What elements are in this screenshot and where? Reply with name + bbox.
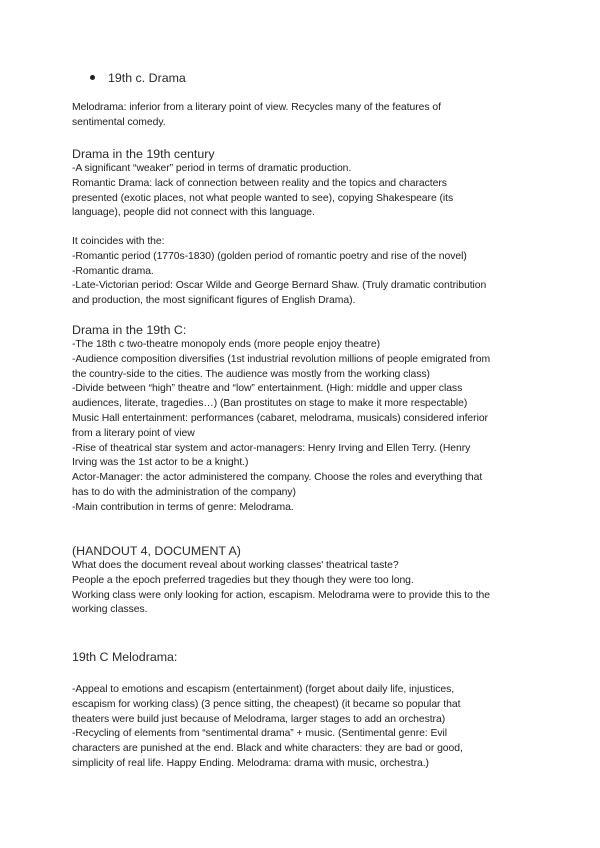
text-line: -Romantic drama. [72, 265, 154, 277]
text-line: from a literary point of view [72, 427, 195, 439]
text-line: Working class were only looking for action, escapism. Melodrama were to provide this to the [72, 589, 491, 601]
text-line: escapism for working class) (3 pence sitting, the cheapest) (it became so popular that [72, 698, 461, 710]
text-line: simplicity of real life. Happy Ending. Melodrama: drama with music, orchestra.) [72, 757, 429, 769]
text-line: characters are punished at the end. Black and white characters: they are bad or good, [72, 743, 463, 755]
text-line: -Divide between “high” theatre and “low” entertainment. (High: middle and upper class [72, 383, 463, 395]
handout-section [72, 544, 542, 618]
section-melodrama [72, 683, 542, 772]
text-line: Melodrama: inferior from a literary point of view. Recycles many of the features of [72, 102, 441, 113]
text-line: Romantic Drama: lack of connection between reality and the topics and characters [72, 177, 447, 189]
section-heading: (HANDOUT 4, DOCUMENT A) [72, 544, 241, 558]
section-heading: 19th C Melodrama: [72, 650, 178, 664]
section-heading: Drama in the 19th C: [72, 323, 187, 337]
text-line: -Audience composition diversifies (1st industrial revolution millions of people emigrated from [72, 353, 491, 365]
text-line: audiences, literate, tragedies…) (Ban prostitutes on stage to make it more respectable) [72, 398, 468, 410]
text-line: theaters were build just because of Melodrama, larger stages to add an orchestra) [72, 713, 446, 725]
text-line: -Romantic period (1770s-1830) (golden period of romantic poetry and rise of the novel) [72, 250, 467, 262]
document-title: 19th c. Drama [108, 71, 186, 85]
section-19th-century [72, 147, 542, 221]
text-line: presented (exotic places, not what people wanted to see), copying Shakespeare (its [72, 192, 454, 204]
coincides-paragraph [72, 235, 542, 309]
section-melodrama-heading-block [72, 650, 542, 665]
text-line: -Rise of theatrical star system and actor-managers: Henry Irving and Ellen Terry. (Henry [72, 442, 471, 454]
text-line: -A significant “weaker” period in terms of dramatic production. [72, 163, 352, 174]
intro-paragraph [72, 101, 542, 131]
text-line: -Late-Victorian period: Oscar Wilde and George Bernard Shaw. (Truly dramatic contribution [72, 280, 487, 292]
text-line: has to do with the administration of the company) [72, 486, 296, 498]
text-line: language), people did not connect with this language. [72, 207, 315, 219]
bullet-dot-icon [90, 75, 95, 80]
text-line: -Appeal to emotions and escapism (entertainment) (forget about daily life, injustices, [72, 684, 455, 695]
text-line: Music Hall entertainment: performances (cabaret, melodrama, musicals) considered inferior [72, 412, 488, 424]
text-line: -The 18th c two-theatre monopoly ends (more people enjoy theatre) [72, 339, 381, 350]
section-19th-c [72, 323, 542, 516]
text-line: Irving was the 1st actor to be a knight.) [72, 457, 249, 469]
text-line: and production, the most significant figures of English Drama). [72, 295, 356, 307]
text-line: -Recycling of elements from “sentimental drama” + music. (Sentimental genre: Evil [72, 728, 448, 740]
text-line: It coincides with the: [72, 236, 165, 247]
text-line: What does the document reveal about working classes' theatrical taste? [72, 560, 399, 571]
section-heading: Drama in the 19th century [72, 147, 215, 161]
text-line: Actor-Manager: the actor administered the company. Choose the roles and everything that [72, 472, 483, 484]
text-line: sentimental comedy. [72, 116, 166, 128]
text-line: the country-side to the cities. The audience was mostly from the working class) [72, 368, 430, 380]
text-line: -Main contribution in terms of genre: Melodrama. [72, 501, 294, 513]
text-line: working classes. [72, 604, 148, 616]
text-line: People a the epoch preferred tragedies but they though they were too long. [72, 574, 414, 586]
